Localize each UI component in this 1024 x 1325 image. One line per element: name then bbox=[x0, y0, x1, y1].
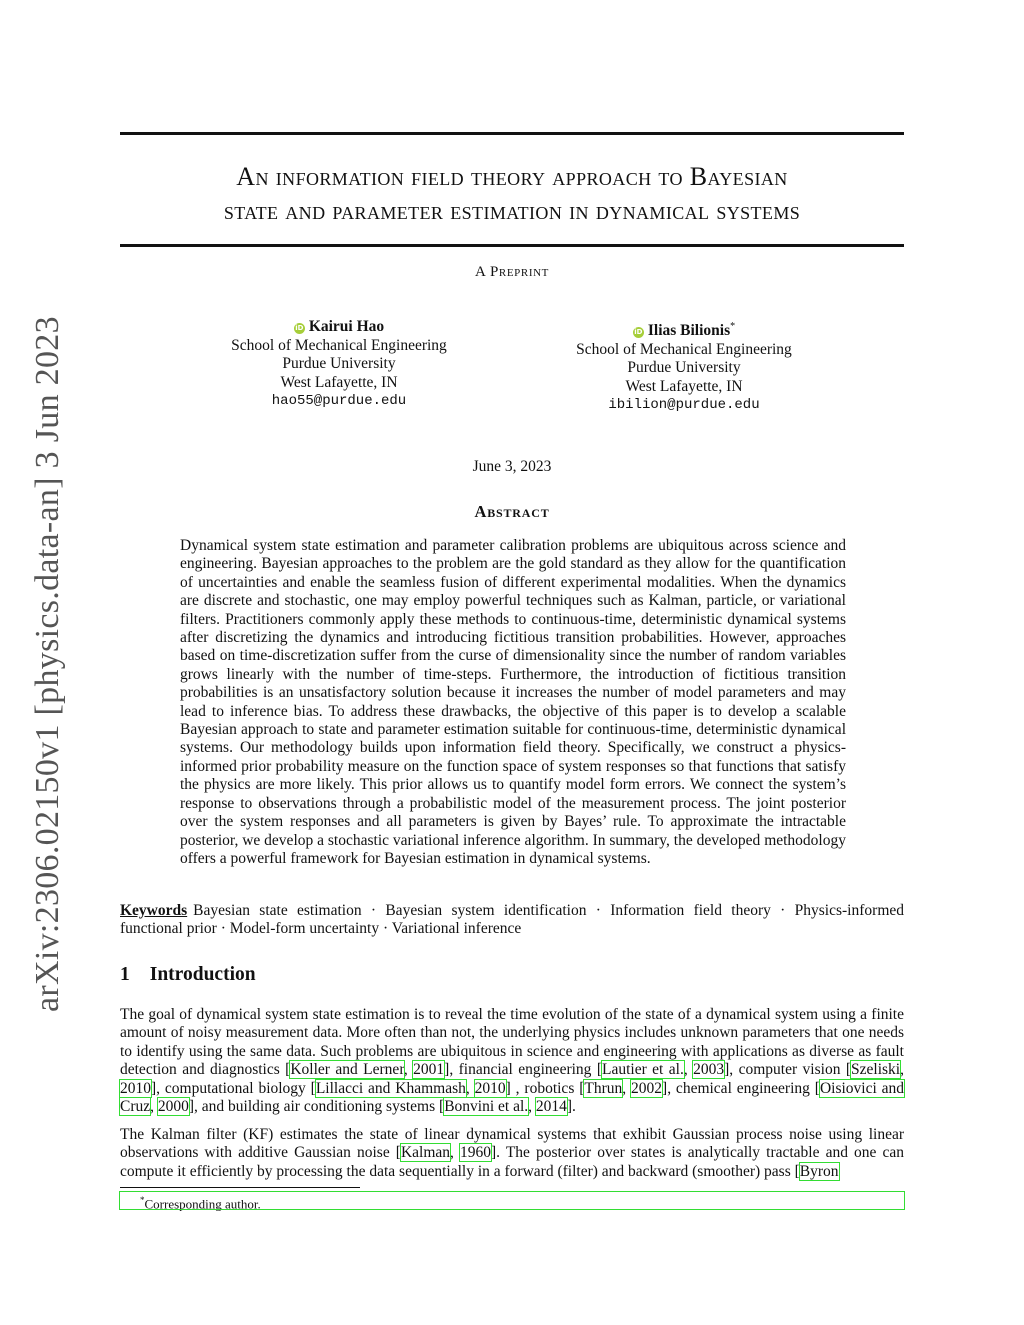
para-text: ], and building air conditioning systems [ bbox=[188, 1098, 445, 1116]
citation-link[interactable]: Koller and Lerner bbox=[290, 1061, 404, 1079]
author-affiliation: School of Mechanical Engineering bbox=[231, 336, 447, 354]
footnote[interactable] bbox=[120, 1192, 904, 1212]
footnote-rule bbox=[120, 1187, 360, 1188]
keywords-line bbox=[120, 902, 904, 939]
footnote-text: Corresponding author. bbox=[144, 1196, 261, 1212]
para-text: ], chemical engineering [ bbox=[662, 1079, 820, 1097]
para-text: The goal of dynamical system state estimation is to reveal the time evolution of the state of a dynamical system using a finite amount of noisy measurement data. More often than not, the underlying physics includes unknown parameters that one needs to identify using the same data. Such problems are ubiquitous in science and engineering with applications as diverse as fault detection and diagnostics [ bbox=[120, 1006, 904, 1079]
citation-link[interactable]: Lillacci and Khammash bbox=[315, 1079, 466, 1097]
arxiv-identifier: arXiv:2306.02150v1 [physics.data-an] 3 Jun 2023 bbox=[29, 316, 66, 1012]
footnote-symbol: * bbox=[140, 1195, 145, 1205]
title-rule-top bbox=[120, 132, 904, 135]
author-name: Kairui Hao bbox=[308, 318, 385, 335]
para-text: The Kalman filter (KF) estimates the state of linear dynamical systems that exhibit Gaussian process noise using linear observations with additive Gaussian noise [ bbox=[120, 1126, 904, 1162]
citation-year-link[interactable]: 2003 bbox=[693, 1061, 725, 1079]
citation-link[interactable]: Lautier et al. bbox=[602, 1061, 684, 1079]
section-title: Introduction bbox=[149, 964, 256, 985]
title-line-2: state and parameter estimation in dynamical systems bbox=[223, 196, 801, 225]
footnote-mark[interactable]: * bbox=[730, 321, 736, 332]
author-institution: Purdue University bbox=[282, 355, 396, 372]
citation-year-link[interactable]: 2010 bbox=[474, 1079, 506, 1097]
citation-year-link[interactable]: 1960 bbox=[460, 1144, 491, 1162]
intro-paragraph-2: The Kalman filter (KF) estimates the state of linear dynamical systems that exhibit Gaussian process noise using linear observations with additive Gaussian noise [Kalman, 1960]. The posterior over states is analytically tractable and one can compute it efficiently by processing the data sequentially in a forward (filter) and backward (smoother) pass [Byron bbox=[120, 1126, 905, 1180]
title-line-1 bbox=[120, 160, 904, 194]
paper-title bbox=[120, 160, 904, 228]
author-affiliation: School of Mechanical Engineering bbox=[576, 340, 792, 358]
orcid-icon[interactable]: iD bbox=[634, 328, 643, 336]
para-text: ]. bbox=[566, 1098, 576, 1116]
title-cap-a: A bbox=[236, 162, 256, 191]
abstract-heading: Abstract bbox=[474, 502, 550, 521]
para-text: ], computational biology [ bbox=[151, 1079, 316, 1097]
orcid-icon[interactable]: iD bbox=[295, 324, 304, 332]
author-institution: Purdue University bbox=[627, 359, 741, 376]
citation-link[interactable]: Bonvini et al. bbox=[444, 1098, 529, 1116]
citation-link[interactable]: Kalman bbox=[400, 1144, 451, 1162]
preprint-label: A Preprint bbox=[475, 264, 549, 280]
paper-date: June 3, 2023 bbox=[472, 458, 552, 475]
citation-link[interactable]: Byron bbox=[799, 1162, 839, 1180]
author-email[interactable]: hao55@purdue.edu bbox=[271, 393, 407, 409]
title-text-1: n information field theory approach to bbox=[255, 162, 690, 191]
para-text: ]. The posterior over states is analytically tractable and one can compute it efficiently by processing the data sequentially in a forward (filter) and backward (smoother) pass [ bbox=[120, 1144, 905, 1180]
citation-year-link[interactable]: 2002 bbox=[631, 1079, 663, 1097]
title-rule-bottom bbox=[120, 244, 904, 247]
citation-year-link[interactable]: 2000 bbox=[157, 1098, 189, 1116]
title-cap-b: B bbox=[689, 162, 708, 191]
keywords-text: Bayesian state estimation · Bayesian system identification · Information field theory · Physics-informed functional prior · Model-form uncertainty · Variational inference bbox=[120, 902, 904, 938]
citation-link[interactable]: Oisiovici and Cruz bbox=[120, 1079, 905, 1116]
author-block-2 bbox=[534, 318, 834, 415]
citation-link[interactable]: Szeliski bbox=[851, 1061, 901, 1079]
citation-year-link[interactable]: 2010 bbox=[120, 1079, 151, 1097]
author-location: West Lafayette, IN bbox=[625, 377, 743, 395]
para-text: ] , robotics [ bbox=[505, 1079, 585, 1097]
para-text: ], financial engineering [ bbox=[444, 1061, 602, 1079]
title-text-2: ayesian bbox=[707, 162, 788, 191]
keywords-label: Keywords bbox=[120, 902, 188, 919]
author-name: Ilias Bilionis bbox=[647, 322, 731, 339]
citation-year-link[interactable]: 2001 bbox=[413, 1061, 445, 1079]
citation-year-link[interactable]: 2014 bbox=[535, 1098, 567, 1116]
author-block-1 bbox=[189, 318, 489, 411]
author-email[interactable]: ibilion@purdue.edu bbox=[608, 397, 760, 413]
section-number: 1 bbox=[120, 964, 130, 985]
citation-link[interactable]: Thrun bbox=[584, 1079, 623, 1097]
intro-paragraph-1: The goal of dynamical system state estimation is to reveal the time evolution of the state of a dynamical system using a finite amount of noisy measurement data. More often than not, the underlying physics includes unknown parameters that one needs to identify using the same data. Such problems are ubiquitous in science and engineering with applications as diverse as fault detection and diagnostics [Koller and Lerner, 2001], financial engineering [Lautier et al., 2003], computer vision [Szeliski, 2010], computational biology [Lillacci and Khammash, 2010] , robotics [Thrun, 2002], chemical engineering [Oisiovici and Cruz, 2000], and building air conditioning systems [Bonvini et al., 2014]. bbox=[120, 1006, 905, 1116]
abstract-body: Dynamical system state estimation and parameter calibration problems are ubiquitous across science and engineering. Bayesian approaches to the problem are the gold standard as they allow for the quantification of uncertainties and enable the seamless fusion of different experimental modalities. When the dynamics are discrete and stochastic, one may employ powerful techniques such as Kalman, particle, or variational filters. Practitioners commonly apply these methods to continuous-time, deterministic dynamical systems after discretizing the dynamics and introducing fictitious transition probabilities. However, approaches based on time-discretization suffer from the curse of dimensionality since the number of random variables grows linearly with the number of time-steps. Furthermore, the introduction of fictitious transition probabilities is an unsatisfactory solution because it increases the number of model parameters and may lead to inference bias. To address these drawbacks, the objective of this paper is to develop a scalable Bayesian approach to state and parameter estimation suitable for continuous-time, deterministic dynamical systems. Our methodology builds upon information field theory. Specifically, we construct a physics-informed prior probability measure on the function space of system responses so that functions that satisfy the physics are more likely. This prior allows us to quantify model form errors. We connect the system’s response to observations through a probabilistic model of the measurement process. The joint posterior over the system responses and all parameters is given by Bayes’ rule. To approximate the intractable posterior, we develop a stochastic variational inference algorithm. In summary, the developed methodology offers a powerful framework for Bayesian estimation in dynamical systems. bbox=[180, 537, 846, 867]
para-text: ], computer vision [ bbox=[724, 1061, 852, 1079]
section-heading bbox=[120, 964, 256, 986]
author-location: West Lafayette, IN bbox=[280, 373, 398, 391]
